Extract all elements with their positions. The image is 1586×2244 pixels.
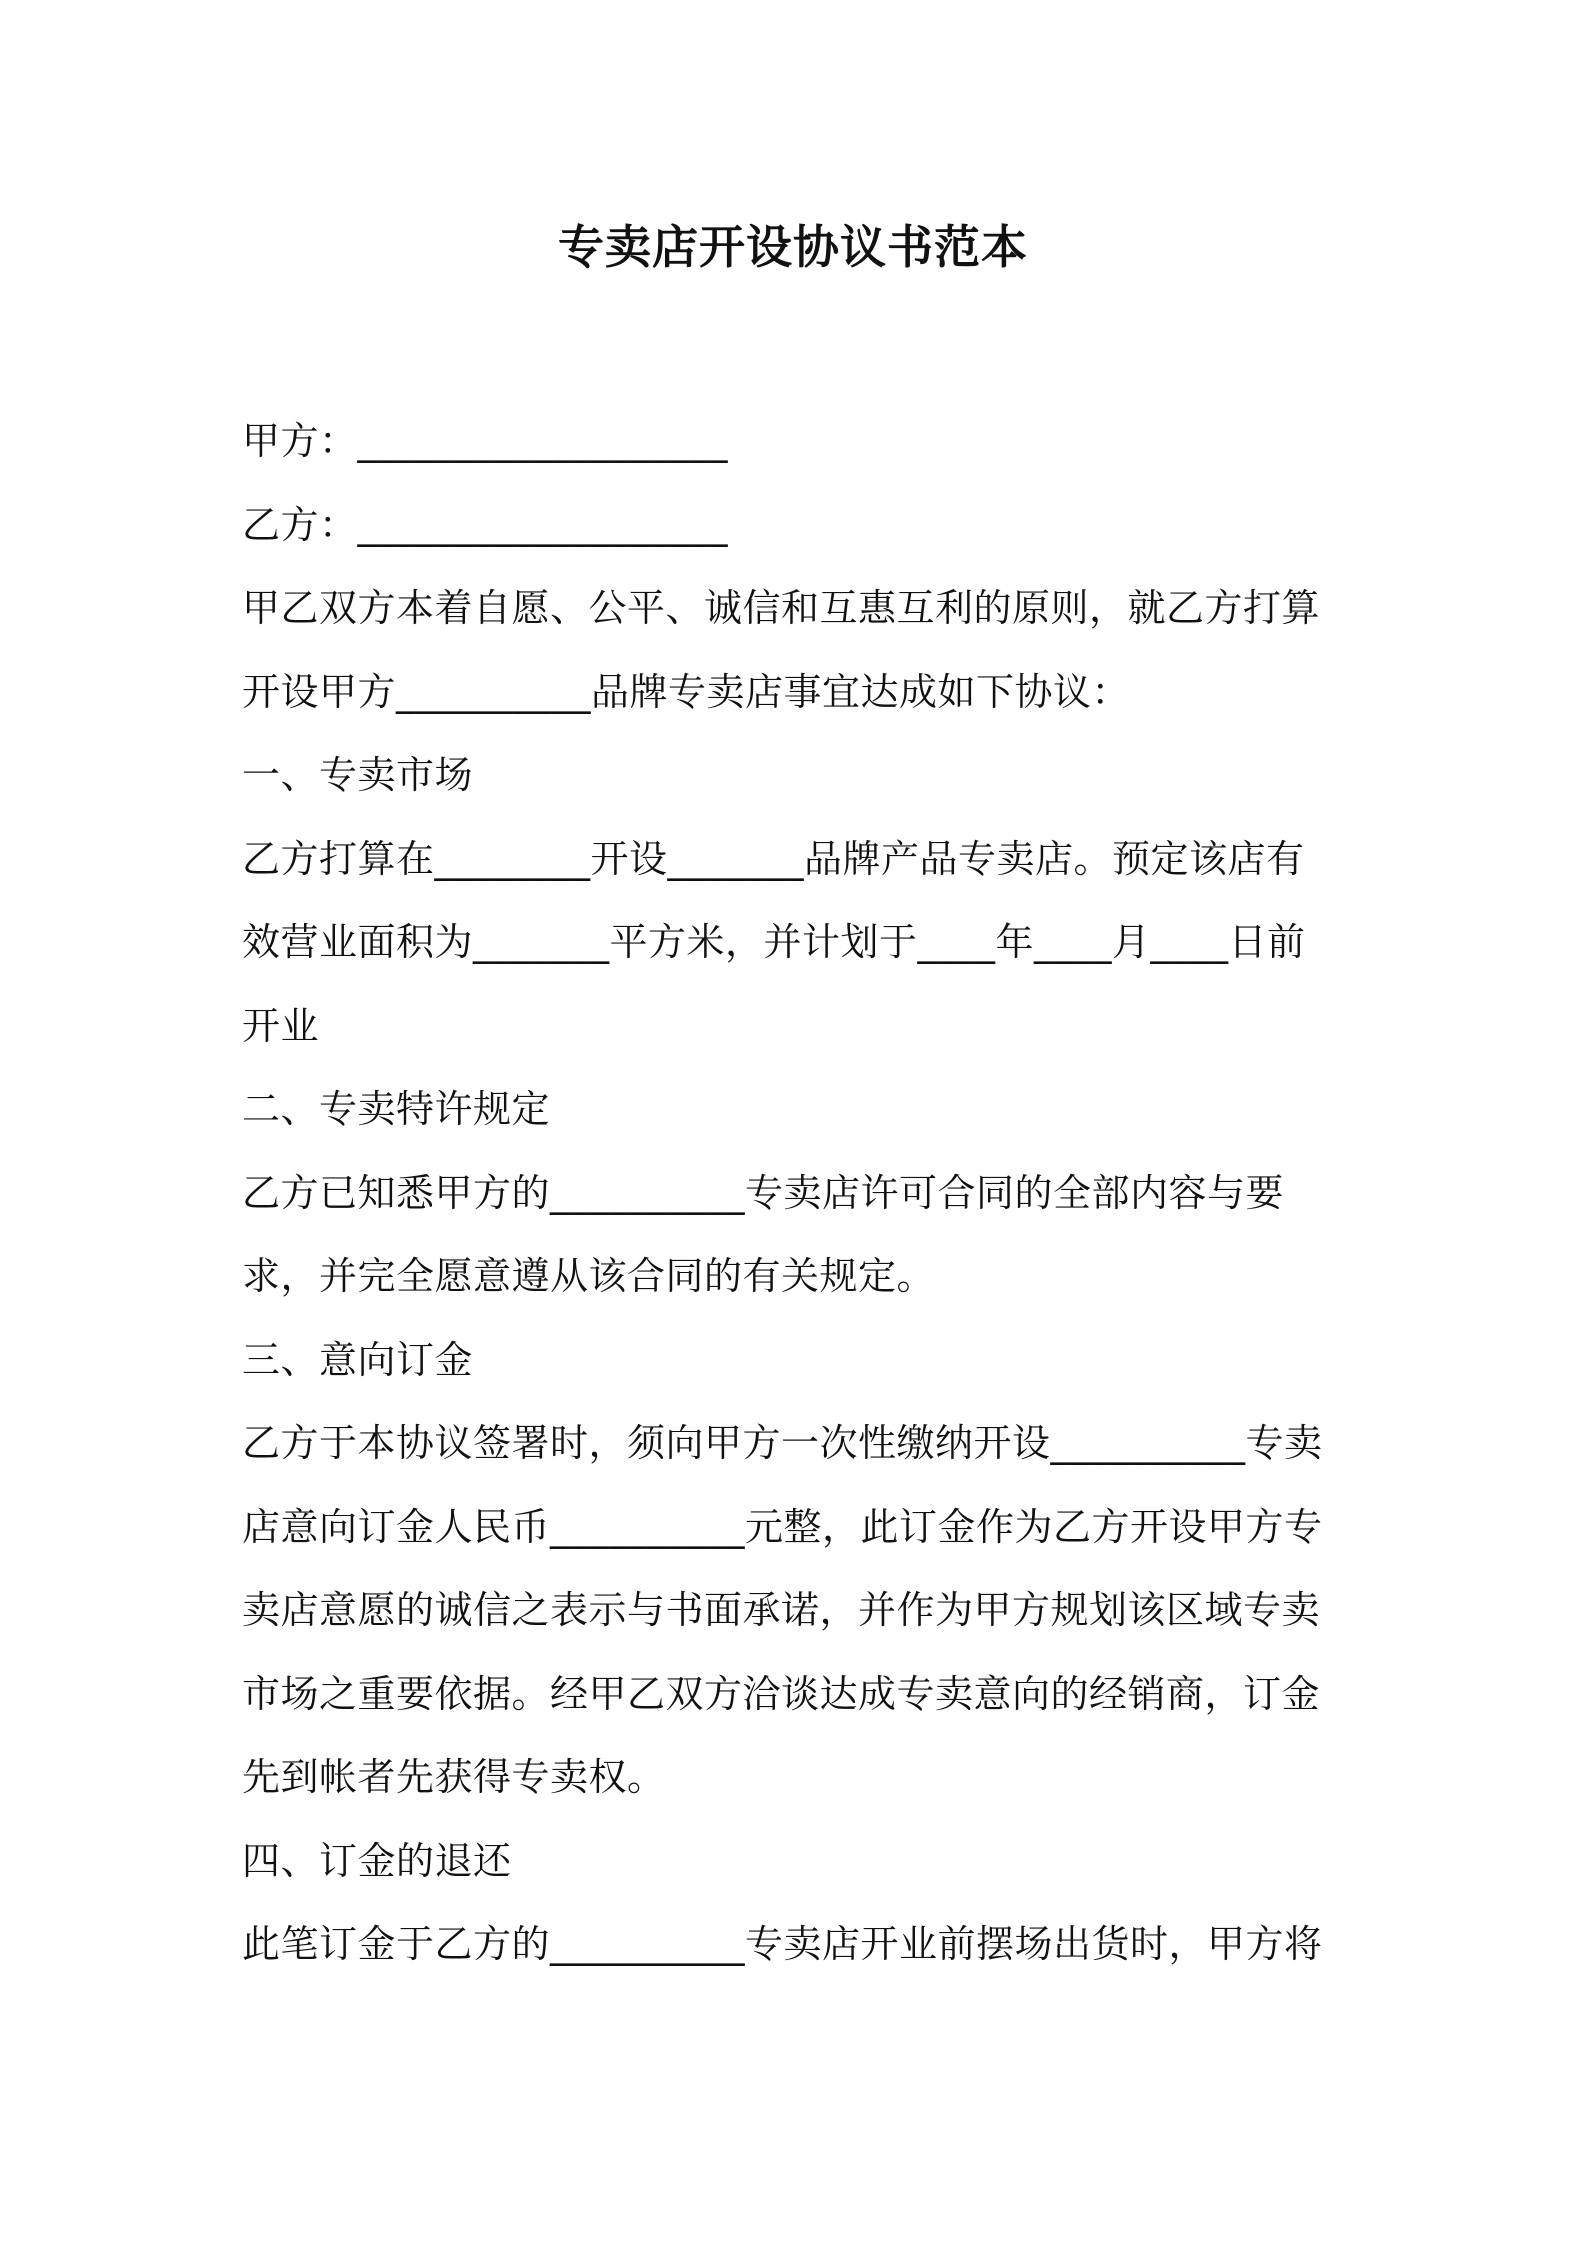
section-1-line-2: 效营业面积为_______平方米，并计划于____年____月____日前 <box>242 920 1306 964</box>
preamble-line-2: 开设甲方__________品牌专卖店事宜达成如下协议： <box>242 669 1131 714</box>
section-heading-1: 一、专卖市场 <box>242 753 474 797</box>
section-3-line-5: 先到帐者先获得专卖权。 <box>242 1755 666 1799</box>
document-title: 专卖店开设协议书范本 <box>558 220 1028 274</box>
section-4-line-1: 此笔订金于乙方的__________专卖店开业前摆场出货时，甲方将 <box>242 1922 1323 1966</box>
section-heading-3: 三、意向订金 <box>242 1337 474 1382</box>
party-b-line: 乙方：___________________ <box>242 502 729 547</box>
section-heading-4: 四、订金的退还 <box>242 1838 512 1883</box>
section-3-line-4: 市场之重要依据。经甲乙双方洽谈达成专卖意向的经销商，订金 <box>242 1671 1321 1716</box>
section-3-line-2: 店意向订金人民币__________元整，此订金作为乙方开设甲方专 <box>242 1504 1323 1549</box>
document-body <box>242 400 1362 1987</box>
section-1-line-3: 开业 <box>242 1003 320 1048</box>
section-heading-2: 二、专卖特许规定 <box>242 1087 551 1131</box>
party-a-line: 甲方：___________________ <box>242 419 729 463</box>
section-3-line-1: 乙方于本协议签署时，须向甲方一次性缴纳开设__________专卖 <box>242 1421 1323 1465</box>
section-2-line-2: 求，并完全愿意遵从该合同的有关规定。 <box>242 1254 936 1298</box>
section-1-line-1: 乙方打算在________开设_______品牌产品专卖店。预定该店有 <box>242 836 1305 881</box>
preamble-line-1: 甲乙双方本着自愿、公平、诚信和互惠互利的原则，就乙方打算 <box>242 586 1321 630</box>
section-3-line-3: 卖店意愿的诚信之表示与书面承诺，并作为甲方规划该区域专卖 <box>242 1588 1321 1632</box>
section-2-line-1: 乙方已知悉甲方的__________专卖店许可合同的全部内容与要 <box>242 1170 1285 1215</box>
